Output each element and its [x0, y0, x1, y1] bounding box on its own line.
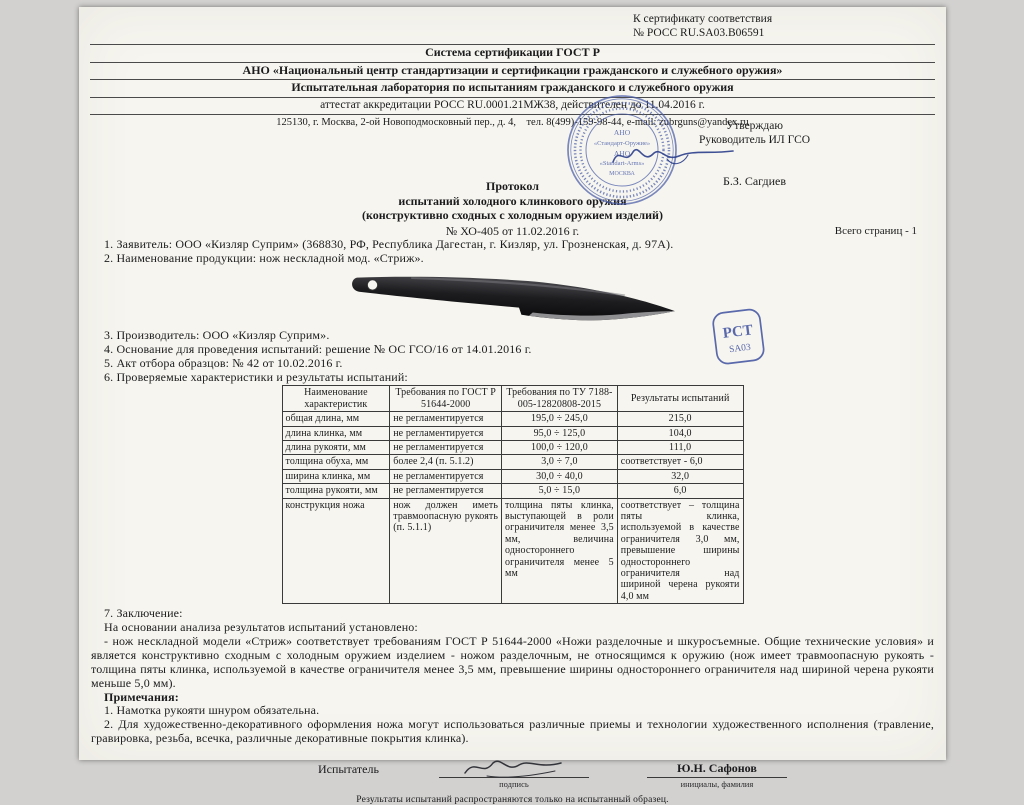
item-sampling-act: 5. Акт отбора образцов: № 42 от 10.02.2016 г. — [104, 355, 343, 370]
table-row — [282, 484, 743, 498]
table-cell: 32,0 — [617, 469, 743, 483]
approver-name: Б.З. Сагдиев — [722, 173, 787, 188]
stamp-center-line-5: МОСКВА — [609, 171, 635, 177]
table-cell: 3,0 ÷ 7,0 — [502, 455, 618, 469]
table-cell: общая длина, мм — [282, 412, 390, 426]
table-cell: 111,0 — [617, 440, 743, 454]
stamp-center-line-4: «Standart-Arms» — [599, 160, 645, 167]
protocol-subtitle-2: (конструктивно сходных с холодным оружием изделий) — [362, 207, 663, 222]
table-cell: 6,0 — [617, 484, 743, 498]
certificate-reference-label: К сертификату соответствия — [633, 13, 773, 25]
table-cell: толщина пяты клинка, выступающей в роли ограничителя менее 3,5 мм, величина одностороннего ограничителя менее 5 мм — [502, 498, 618, 604]
validity-note: Результаты испытаний распространяются только на испытанный образец. — [356, 795, 669, 805]
item-applicant: 1. Заявитель: ООО «Кизляр Суприм» (368830, РФ, Республика Дагестан, г. Кизляр, ул. Грозненская, д. 97А). — [104, 236, 674, 251]
col-header-tu: Требования по ТУ 7188-005-12820808-2015 — [502, 386, 618, 412]
table-cell: толщина рукояти, мм — [282, 484, 390, 498]
note-1: 1. Намотка рукояти шнуром обязательна. — [104, 703, 320, 718]
stamp-center-line-2: «Стандарт-Оружие» — [593, 140, 651, 147]
table-cell: длина клинка, мм — [282, 426, 390, 440]
table-cell: не регламентируется — [390, 412, 502, 426]
table-cell: нож должен иметь травмоопасную рукоять (п. 5.1.1) — [390, 498, 502, 604]
table-cell: 95,0 ÷ 125,0 — [502, 426, 618, 440]
table-cell: 100,0 ÷ 120,0 — [502, 440, 618, 454]
organization-name: АНО «Национальный центр стандартизации и сертификации гражданского и служебного оружия» — [242, 62, 783, 77]
rst-conformity-mark — [711, 306, 767, 368]
protocol-number-row — [90, 224, 935, 238]
signature-caption: подпись — [499, 779, 529, 790]
laboratory-line: Испытательная лаборатория по испытаниям гражданского и служебного оружия — [90, 80, 935, 98]
note-2: 2. Для художественно-декоративного оформления ножа могут использоваться различные приемы и технологии художественного исполнения (травление, гравировка, резьба, всечка, различные декоративные покрытия клинка). — [91, 717, 934, 746]
conclusion-intro: На основании анализа результатов испытаний установлено: — [104, 619, 418, 634]
tester-signature — [459, 755, 569, 779]
table-cell: 195,0 ÷ 245,0 — [502, 412, 618, 426]
signature-row — [318, 755, 935, 789]
table-cell: более 2,4 (п. 5.1.2) — [390, 455, 502, 469]
address-line: 125130, г. Москва, 2-ой Новоподмосковный пер., д. 4, тел. 8(499)-159-98-44, e-mail: zubrguns@yandex.ru — [276, 117, 749, 129]
table-header-row — [282, 386, 743, 412]
table-cell: 104,0 — [617, 426, 743, 440]
approver-signature — [609, 140, 739, 170]
table-cell: не регламентируется — [390, 469, 502, 483]
protocol-title: Протокол — [486, 179, 539, 194]
approver-role: Руководитель ИЛ ГСО — [698, 133, 811, 146]
certificate-reference — [633, 12, 935, 41]
name-caption: инициалы, фамилия — [680, 779, 754, 790]
col-header-gost: Требования по ГОСТ Р 51644-2000 — [390, 386, 502, 412]
notes-heading: Примечания: — [104, 689, 179, 704]
tester-name-column — [647, 761, 787, 789]
approve-word: Утверждаю — [726, 120, 783, 132]
table-row — [282, 426, 743, 440]
table-cell: ширина клинка, мм — [282, 469, 390, 483]
protocol-document — [79, 7, 946, 805]
certification-system-line: Система сертификации ГОСТ Р — [90, 44, 935, 63]
col-header-characteristic: Наименование характеристик — [282, 386, 390, 412]
table-cell: 215,0 — [617, 412, 743, 426]
table-cell: 5,0 ÷ 15,0 — [502, 484, 618, 498]
conclusion-heading: 7. Заключение: — [104, 606, 183, 621]
table-row — [282, 469, 743, 483]
tester-role-label: Испытатель — [318, 762, 379, 777]
rst-code-text: SA03 — [728, 342, 752, 356]
tester-name: Ю.Н. Сафонов — [647, 761, 787, 778]
item-manufacturer: 3. Производитель: ООО «Кизляр Суприм». — [104, 327, 330, 342]
letterhead — [90, 44, 935, 130]
table-cell: 30,0 ÷ 40,0 — [502, 469, 618, 483]
stamp-center-line-3: АНО — [613, 149, 631, 158]
table-cell: соответствует - 6,0 — [617, 455, 743, 469]
table-cell: не регламентируется — [390, 440, 502, 454]
item-product: 2. Наименование продукции: нож нескладной мод. «Стриж». — [104, 250, 424, 265]
table-cell: соответствует – толщина пяты клинка, используемой в качестве ограничителя 3,0 мм, превышение ширины одностороннего ограничителя над шириной черена рукояти 4,0 мм — [617, 498, 743, 604]
table-cell: конструкция ножа — [282, 498, 390, 604]
rst-logo-text: РСТ — [721, 322, 754, 342]
table-cell: длина рукояти, мм — [282, 440, 390, 454]
tester-signature-column — [439, 755, 589, 789]
approval-block — [667, 120, 842, 188]
certificate-number: № РОСС RU.SA03.B06591 — [633, 27, 765, 40]
table-row — [282, 455, 743, 469]
item-characteristics-intro: 6. Проверяемые характеристики и результаты испытаний: — [104, 369, 408, 384]
stamp-center-line-1: АНО — [613, 128, 631, 137]
conclusion-body: - нож нескладной модели «Стриж» соответствует требованиям ГОСТ Р 51644-2000 «Ножи разделочные и шкуросъемные. Общие технические условия» и является конструктивно сходным с холодным оружием изделием - ножом разделочным, не относящимся к оружию (нож имеет травмоопасную рукоять - толщина пяты клинка, используемой в качестве ограничителя менее 3,5 мм, превышение ширины одностороннего ограничителя над шириной черена рукояти меньше 5,0 мм). — [91, 633, 934, 690]
table-cell: не регламентируется — [390, 426, 502, 440]
table-row — [282, 498, 743, 604]
protocol-number: № ХО-405 от 11.02.2016 г. — [445, 223, 580, 238]
table-row — [282, 440, 743, 454]
col-header-results: Результаты испытаний — [617, 386, 743, 412]
table-cell: не регламентируется — [390, 484, 502, 498]
signature-line — [439, 755, 589, 778]
accreditation-line: аттестат аккредитации РОСС RU.0001.21МЖ38, действителен до 11.04.2016 г. — [90, 98, 935, 115]
protocol-subtitle-1: испытаний холодного клинкового оружия — [398, 193, 627, 208]
pages-count: Всего страниц - 1 — [834, 224, 917, 237]
characteristics-table — [282, 385, 744, 604]
knife-photo-area — [90, 269, 935, 327]
organization-line — [90, 63, 935, 81]
knife-photo — [333, 260, 691, 335]
table-row — [282, 412, 743, 426]
item-basis: 4. Основание для проведения испытаний: решение № ОС ГСО/16 от 14.01.2016 г. — [104, 341, 532, 356]
table-cell: толщина обуха, мм — [282, 455, 390, 469]
